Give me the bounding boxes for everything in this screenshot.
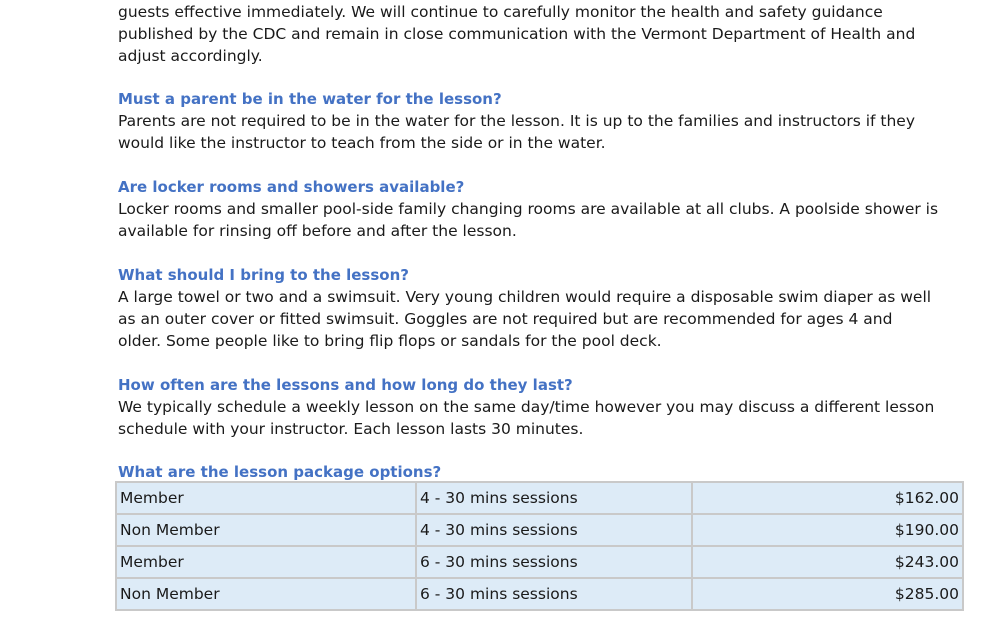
package-options-table xyxy=(115,481,964,611)
document-page xyxy=(118,1,968,462)
faq-item-parent-in-water xyxy=(118,88,968,154)
faq-answer-line: A large towel or two and a swimsuit. Very young children would require a disposable swim diaper as well xyxy=(118,288,932,306)
faq-answer-line: older. Some people like to bring flip flops or sandals for the pool deck. xyxy=(118,332,662,350)
faq-answer-line: as an outer cover or fitted swimsuit. Goggles are not required but are recommended for ages 4 and xyxy=(118,310,893,328)
membership-type-cell: Member xyxy=(116,546,416,578)
membership-type-cell: Non Member xyxy=(116,514,416,546)
intro-line: guests effective immediately. We will continue to carefully monitor the health and safety guidance xyxy=(118,3,883,21)
faq-answer-line: available for rinsing off before and after the lesson. xyxy=(118,222,517,240)
faq-answer-line: Parents are not required to be in the water for the lesson. It is up to the families and instructors if they xyxy=(118,112,916,130)
table-row xyxy=(116,546,963,578)
table-row xyxy=(116,482,963,514)
price-cell: $285.00 xyxy=(692,578,963,610)
faq-question: Must a parent be in the water for the lesson? xyxy=(118,90,502,108)
faq-item-what-to-bring xyxy=(118,264,968,352)
intro-line: adjust accordingly. xyxy=(118,47,263,65)
faq-item-locker-rooms xyxy=(118,176,968,242)
sessions-cell: 6 - 30 mins sessions xyxy=(416,546,692,578)
faq-answer-line: Locker rooms and smaller pool-side family changing rooms are available at all clubs. A poolside shower is xyxy=(118,200,939,218)
table-row xyxy=(116,578,963,610)
membership-type-cell: Member xyxy=(116,482,416,514)
price-cell: $243.00 xyxy=(692,546,963,578)
faq-answer-line: We typically schedule a weekly lesson on the same day/time however you may discuss a different lesson xyxy=(118,398,935,416)
table-row xyxy=(116,514,963,546)
sessions-cell: 4 - 30 mins sessions xyxy=(416,482,692,514)
sessions-cell: 4 - 30 mins sessions xyxy=(416,514,692,546)
intro-line: published by the CDC and remain in close communication with the Vermont Department of Health and xyxy=(118,25,916,43)
faq-question: What should I bring to the lesson? xyxy=(118,266,409,284)
intro-paragraph xyxy=(118,1,968,67)
package-options-heading: What are the lesson package options? xyxy=(118,463,442,481)
faq-answer-line: would like the instructor to teach from the side or in the water. xyxy=(118,134,606,152)
faq-answer-line: schedule with your instructor. Each lesson lasts 30 minutes. xyxy=(118,420,584,438)
faq-question: Are locker rooms and showers available? xyxy=(118,178,465,196)
price-cell: $190.00 xyxy=(692,514,963,546)
faq-item-lesson-frequency xyxy=(118,374,968,440)
faq-question: How often are the lessons and how long do they last? xyxy=(118,376,573,394)
membership-type-cell: Non Member xyxy=(116,578,416,610)
price-cell: $162.00 xyxy=(692,482,963,514)
sessions-cell: 6 - 30 mins sessions xyxy=(416,578,692,610)
